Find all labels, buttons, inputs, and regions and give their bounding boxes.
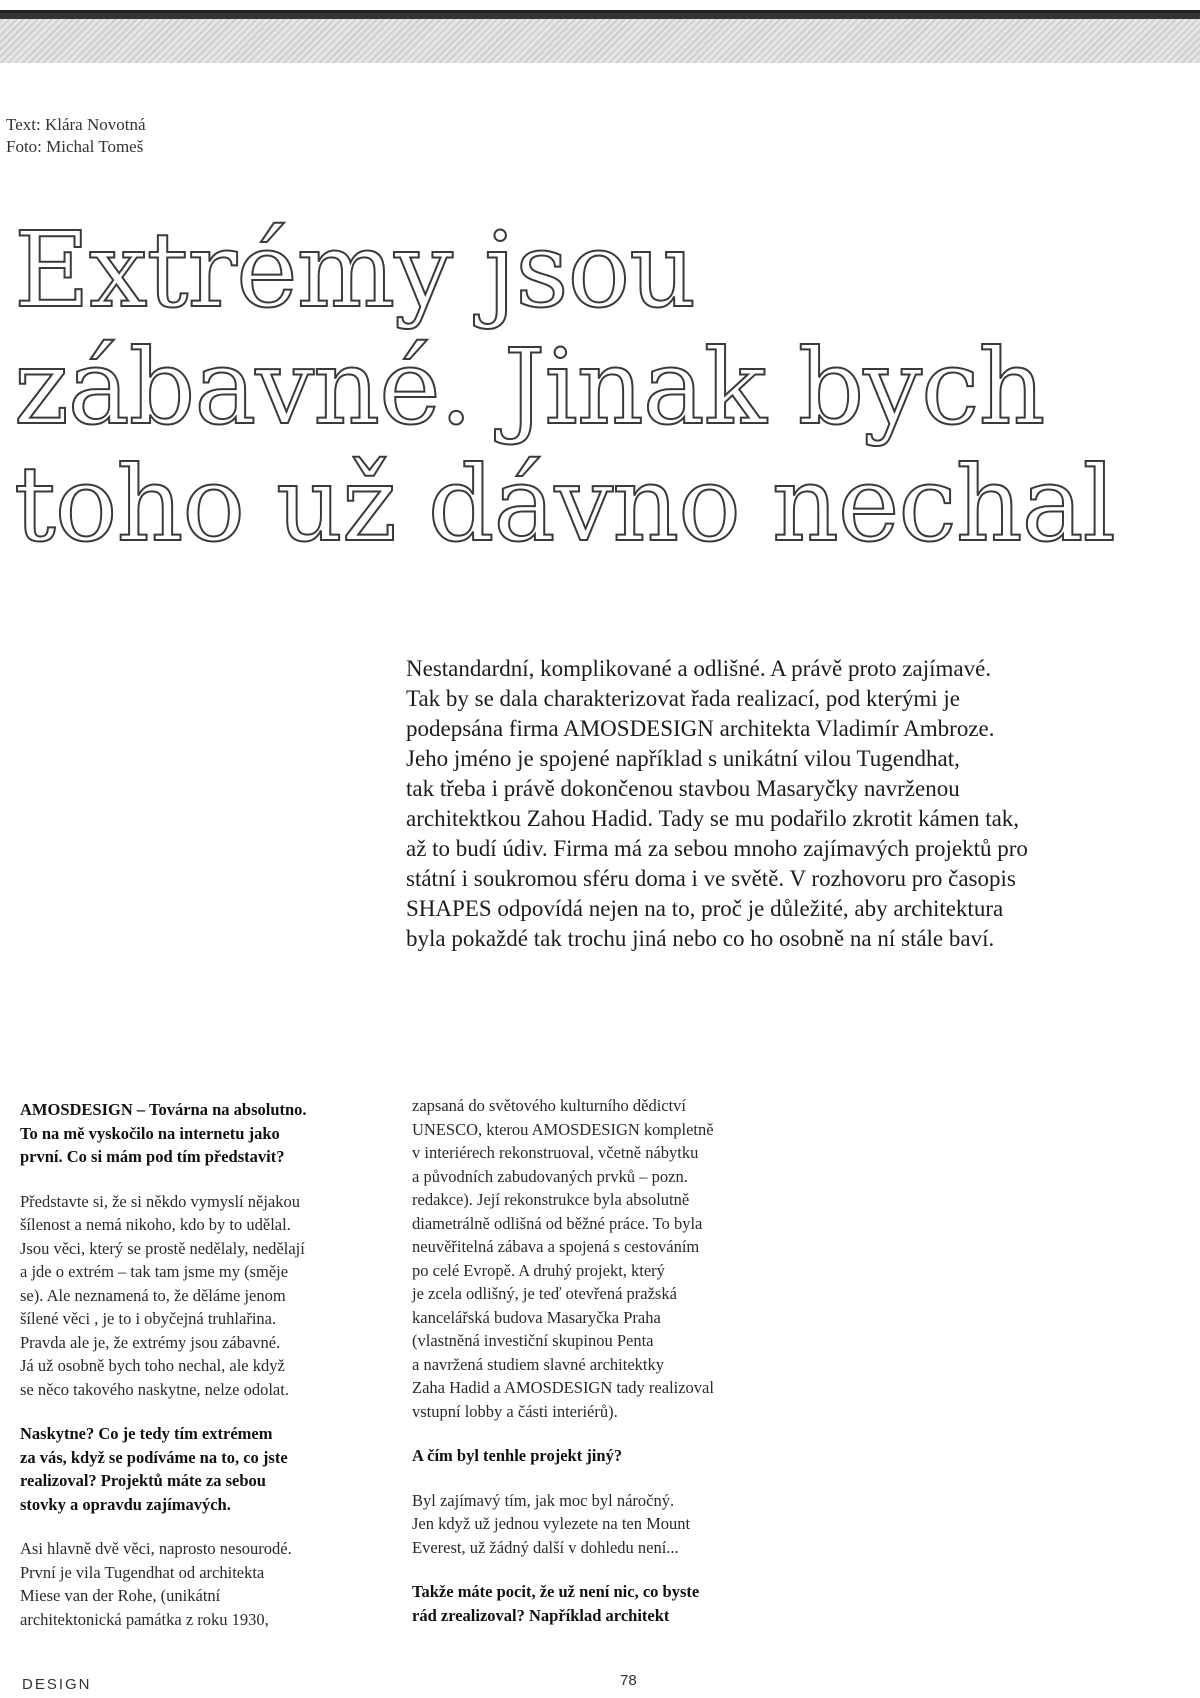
- section-label: DESIGN: [22, 1676, 92, 1693]
- lead-line: architektkou Zahou Hadid. Tady se mu podařilo zkrotit kámen tak,: [406, 806, 1020, 831]
- article-headline: [14, 209, 1194, 565]
- lead-line: SHAPES odpovídá nejen na to, proč je důležité, aby architektura: [406, 896, 1004, 921]
- text-line: Jsou věci, který se prostě nedělaly, nedělají: [20, 1238, 305, 1258]
- author-credit: Text: Klára Novotná: [6, 115, 146, 134]
- lead-line: Nestandardní, komplikované a odlišné. A právě proto zajímavé.: [406, 656, 992, 681]
- interview-answer: [412, 1094, 812, 1423]
- text-line: A čím byl tenhle projekt jiný?: [412, 1446, 623, 1465]
- headline-line: toho už dávno nechal: [14, 443, 1115, 565]
- interview-answer: [20, 1537, 380, 1631]
- text-line: v interiérech rekonstruoval, včetně nábytku: [412, 1143, 699, 1162]
- text-line: je zcela odlišný, je teď otevřená pražská: [412, 1284, 677, 1303]
- text-line: Everest, už žádný další v dohledu není...: [412, 1537, 679, 1557]
- text-line: šílenost a nemá nikoho, kdo by to udělal.: [20, 1215, 291, 1234]
- text-line: Takže máte pocit, že už není nic, co byste: [412, 1582, 700, 1601]
- text-column-left: [20, 1098, 380, 1652]
- text-column-right: [412, 1094, 812, 1648]
- interview-answer: [412, 1489, 812, 1560]
- lead-line: byla pokaždé tak trochu jiná nebo co ho osobně na ní stále baví.: [406, 926, 995, 951]
- text-line: Jen když už jednou vylezete na ten Mount: [412, 1514, 691, 1533]
- text-line: a navržená studiem slavné architektky: [412, 1354, 664, 1374]
- text-line: (vlastněná investiční skupinou Penta: [412, 1331, 654, 1350]
- scan-header-strip: [0, 10, 1200, 63]
- text-line: vstupní lobby a části interiérů).: [412, 1401, 618, 1421]
- text-line: rád zrealizoval? Například architekt: [412, 1605, 670, 1625]
- lead-line: podepsána firma AMOSDESIGN architekta Vladimír Ambroze.: [406, 716, 995, 741]
- lead-line: Tak by se dala charakterizovat řada realizací, pod kterými je: [406, 686, 960, 711]
- interview-question: [412, 1444, 812, 1468]
- lead-line: tak třeba i právě dokončenou stavbou Masaryčky navrženou: [406, 776, 960, 801]
- text-line: a původních zabudovaných prvků – pozn.: [412, 1166, 688, 1186]
- text-line: Představte si, že si někdo vymyslí nějakou: [20, 1191, 300, 1211]
- text-line: Byl zajímavý tím, jak moc byl náročný.: [412, 1490, 675, 1510]
- text-line: Zaha Hadid a AMOSDESIGN tady realizoval: [412, 1378, 714, 1397]
- text-line: stovky a opravdu zajímavých.: [20, 1494, 231, 1514]
- text-line: se něco takového naskytne, nelze odolat.: [20, 1379, 289, 1399]
- headline-line: Extrémy jsou: [14, 209, 696, 331]
- text-line: se). Ale neznamená to, že děláme jenom: [20, 1285, 286, 1305]
- text-line: za vás, když se podíváme na to, co jste: [20, 1447, 288, 1467]
- text-line: redakce). Její rekonstrukce byla absolutně: [412, 1190, 690, 1209]
- text-line: první. Co si mám pod tím představit?: [20, 1147, 285, 1166]
- article-credits: [6, 114, 146, 158]
- text-line: realizoval? Projektů máte za sebou: [20, 1471, 266, 1490]
- text-line: Pravda ale je, že extrémy jsou zábavné.: [20, 1332, 281, 1352]
- text-line: UNESCO, kterou AMOSDESIGN kompletně: [412, 1119, 714, 1139]
- text-line: Miese van der Rohe, (unikátní: [20, 1586, 221, 1605]
- text-line: architektonická památka z roku 1930,: [20, 1609, 269, 1629]
- article-lead: [406, 654, 1186, 954]
- page-number: 78: [620, 1672, 637, 1689]
- interview-question: [412, 1580, 812, 1627]
- text-line: AMOSDESIGN – Továrna na absolutno.: [20, 1100, 307, 1119]
- lead-line: státní i soukromou sféru doma i ve světě. V rozhovoru pro časopis: [406, 866, 1016, 891]
- text-line: zapsaná do světového kulturního dědictví: [412, 1096, 687, 1115]
- lead-line: až to budí údiv. Firma má za sebou mnoho zajímavých projektů pro: [406, 836, 1028, 861]
- interview-answer: [20, 1190, 380, 1402]
- photo-credit: Foto: Michal Tomeš: [6, 137, 144, 156]
- lead-line: Jeho jméno je spojené například s unikátní vilou Tugendhat,: [406, 746, 960, 771]
- text-line: kancelářská budova Masaryčka Praha: [412, 1307, 661, 1327]
- text-line: diametrálně odlišná od běžné práce. To byla: [412, 1213, 703, 1233]
- interview-question: [20, 1098, 380, 1169]
- text-line: Asi hlavně dvě věci, naprosto nesourodé.: [20, 1539, 292, 1558]
- text-line: Naskytne? Co je tedy tím extrémem: [20, 1424, 273, 1443]
- text-line: šílené věci , je to i obyčejná truhlařina.: [20, 1309, 277, 1328]
- text-line: Já už osobně bych toho nechal, ale když: [20, 1356, 285, 1375]
- text-line: a jde o extrém – tak tam jsme my (směje: [20, 1262, 289, 1281]
- text-line: To na mě vyskočilo na internetu jako: [20, 1123, 280, 1143]
- text-line: po celé Evropě. A druhý projekt, který: [412, 1260, 665, 1280]
- text-line: První je vila Tugendhat od architekta: [20, 1562, 265, 1582]
- interview-question: [20, 1422, 380, 1516]
- headline-line: zábavné. Jinak bych: [14, 326, 1045, 448]
- text-line: neuvěřitelná zábava a spojená s cestováním: [412, 1237, 700, 1256]
